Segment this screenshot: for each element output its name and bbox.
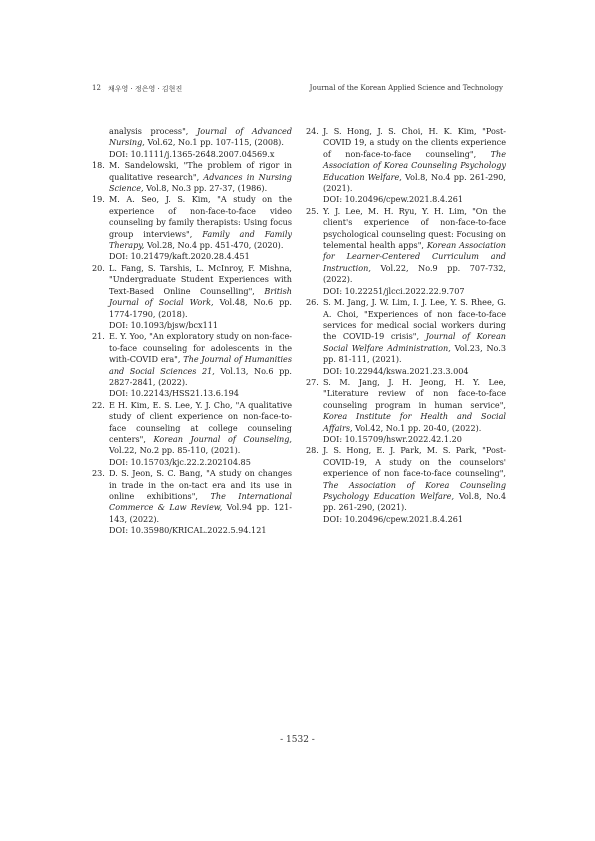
reference-journal: The Association of Korea Counseling Psychology Education Welfare, [323,479,506,501]
reference-item [92,194,292,262]
reference-doi: DOI: 10.22944/kswa.2021.23.3.004 [323,365,469,376]
header-journal-title: Journal of the Korean Applied Science and Technology [309,84,503,92]
reference-number: 20. [92,262,105,273]
reference-column-right [306,126,506,525]
reference-item [92,263,292,331]
reference-journal: Advances in Nursing Science, [109,171,292,194]
reference-doi: DOI: 10.21479/kaft.2020.28.4.451 [109,251,250,262]
reference-number: 23. [92,468,105,479]
reference-doi: DOI: 10.35980/KRICAL.2022.5.94.121 [109,525,267,536]
reference-item [306,126,506,206]
reference-doi: DOI: 10.20496/cpew.2021.8.4.261 [323,513,464,524]
reference-number: 25. [306,205,319,216]
reference-volume: Vol.8, No.4 pp. 261-290, (2021). [323,491,506,513]
reference-journal: The International Commerce & Law Review, [109,491,292,513]
reference-volume: Vol.8, No.4 pp. 261-290, (2021). [323,171,506,194]
reference-volume: Vol.23, No.3 pp. 81-111, (2021). [323,342,507,365]
reference-text: S. M. Jang, J. W. Lim, I. J. Lee, Y. S. Rhee, G. A. Choi, "Experiences of non face-to-face services for medical social workers during the COVID-19 crisis", [323,297,506,342]
reference-volume: Vol.48, No.6 pp. 1774-1790, (2018). [109,297,292,319]
reference-text: analysis process", [109,126,189,136]
reference-text: E. Y. Yoo, "An exploratory study on non-face-to-face counseling for adolescents in the with-COVID era", [109,331,292,365]
reference-text: S. M. Jang, J. H. Jeong, H. Y. Lee, "Literature review of non face-to-face counseling program in human service", [323,376,506,410]
reference-number: 28. [306,445,319,456]
reference-doi: DOI: 10.15709/hswr.2022.42.1.20 [323,433,462,444]
reference-item [306,297,506,377]
reference-item [306,377,506,445]
reference-journal: The Journal of Humanities and Social Sciences 21, [109,354,292,376]
reference-volume: Vol.28, No.4 pp. 451-470, (2020). [146,240,284,251]
reference-volume: Vol.13, No.6 pp. 2827-2841, (2022). [109,365,293,387]
reference-number: 26. [306,297,319,308]
reference-text: M. Sandelowski, "The problem of rigor in qualitative research", [109,160,292,182]
reference-number: 21. [92,331,105,342]
header-page-number: 12 [92,84,101,92]
reference-text: E H. Kim, E. S. Lee, Y. J. Cho, "A qualitative study of client experience on non-face-to-face counseling at college counseling centers", [109,399,292,444]
reference-text: M. A. Seo, J. S. Kim, "A study on the experience of non-face-to-face video counseling by family therapists: Using focus group interviews", [109,194,292,239]
reference-text: J. S. Hong, E. J. Park, M. S. Park, "Post-COVID-19, A study on the counselors' experience of non face-to-face counseling", [323,445,506,479]
reference-journal: Journal of Advanced Nursing, [109,126,293,148]
reference-journal: Korean Association for Learner-Centered Curriculum and Instruction, [323,240,506,273]
reference-journal: Korean Journal of Counseling, [153,433,292,444]
reference-volume: Vol.22, No.9 pp. 707-732, (2022). [323,262,506,285]
reference-volume: Vol.22, No.2 pp. 85-110, (2021). [109,445,241,456]
reference-number: 22. [92,399,105,410]
reference-text: Y. J. Lee, M. H. Ryu, Y. H. Lim, "On the client's experience of non-face-to-face psychological counseling quest: Focusing on telemental health apps", [323,205,506,251]
running-header [92,84,503,96]
reference-column-left [92,126,292,537]
reference-item [92,126,292,160]
page-footer-number: - 1532 - [280,735,315,745]
reference-number: 24. [306,126,319,136]
reference-doi: DOI: 10.20496/cpew.2021.8.4.261 [323,194,464,205]
header-authors: 채우영 · 정은영 · 김현진 [108,85,183,93]
reference-item [92,468,292,536]
reference-item [92,160,292,194]
reference-item [92,331,292,399]
reference-journal: British Journal of Social Work, [109,285,292,308]
reference-doi: DOI: 10.1093/bjsw/bcx111 [109,319,219,330]
reference-text: L. Fang, S. Tarshis, L. McInroy, F. Mishna, "Undergraduate Student Experiences with Text-Based Online Counselling", [109,262,292,296]
reference-doi: DOI: 10.1111/j.1365-2648.2007.04569.x [109,148,275,159]
reference-journal: Journal of Korean Social Welfare Administration, [323,331,507,353]
reference-journal: Family and Family Therapy, [109,228,293,251]
reference-volume: Vol.62, No.1 pp. 107-115, (2008). [147,137,284,148]
reference-doi: DOI: 10.15703/kjc.22.2.202104.85 [109,456,251,467]
reference-journal: The Association of Korea Counseling Psychology Education Welfare, [323,148,506,182]
reference-number: 27. [306,376,319,387]
reference-volume: Vol.94 pp. 121-143, (2022). [109,502,293,524]
reference-number: 19. [92,194,105,205]
reference-item [306,206,506,297]
reference-volume: Vol.8, No.3 pp. 27-37, (1986). [146,183,268,194]
reference-text: D. S. Jeon, S. C. Bang, "A study on changes in trade in the on-tact era and its use in online exhibitions", [109,468,292,501]
reference-doi: DOI: 10.22251/jlcci.2022.22.9.707 [323,285,465,296]
reference-item [92,400,292,468]
reference-volume: Vol.42, No.1 pp. 20-40, (2022). [355,422,482,433]
reference-item [306,445,506,525]
reference-journal: Korea Institute for Health and Social Affairs, [323,411,506,433]
reference-number: 18. [92,160,105,171]
reference-doi: DOI: 10.22143/HSS21.13.6.194 [109,388,239,399]
reference-text: J. S. Hong, J. S. Choi, H. K. Kim, "Post-COVID 19, a study on the clients experience of non-face-to-face counseling", [323,126,506,159]
